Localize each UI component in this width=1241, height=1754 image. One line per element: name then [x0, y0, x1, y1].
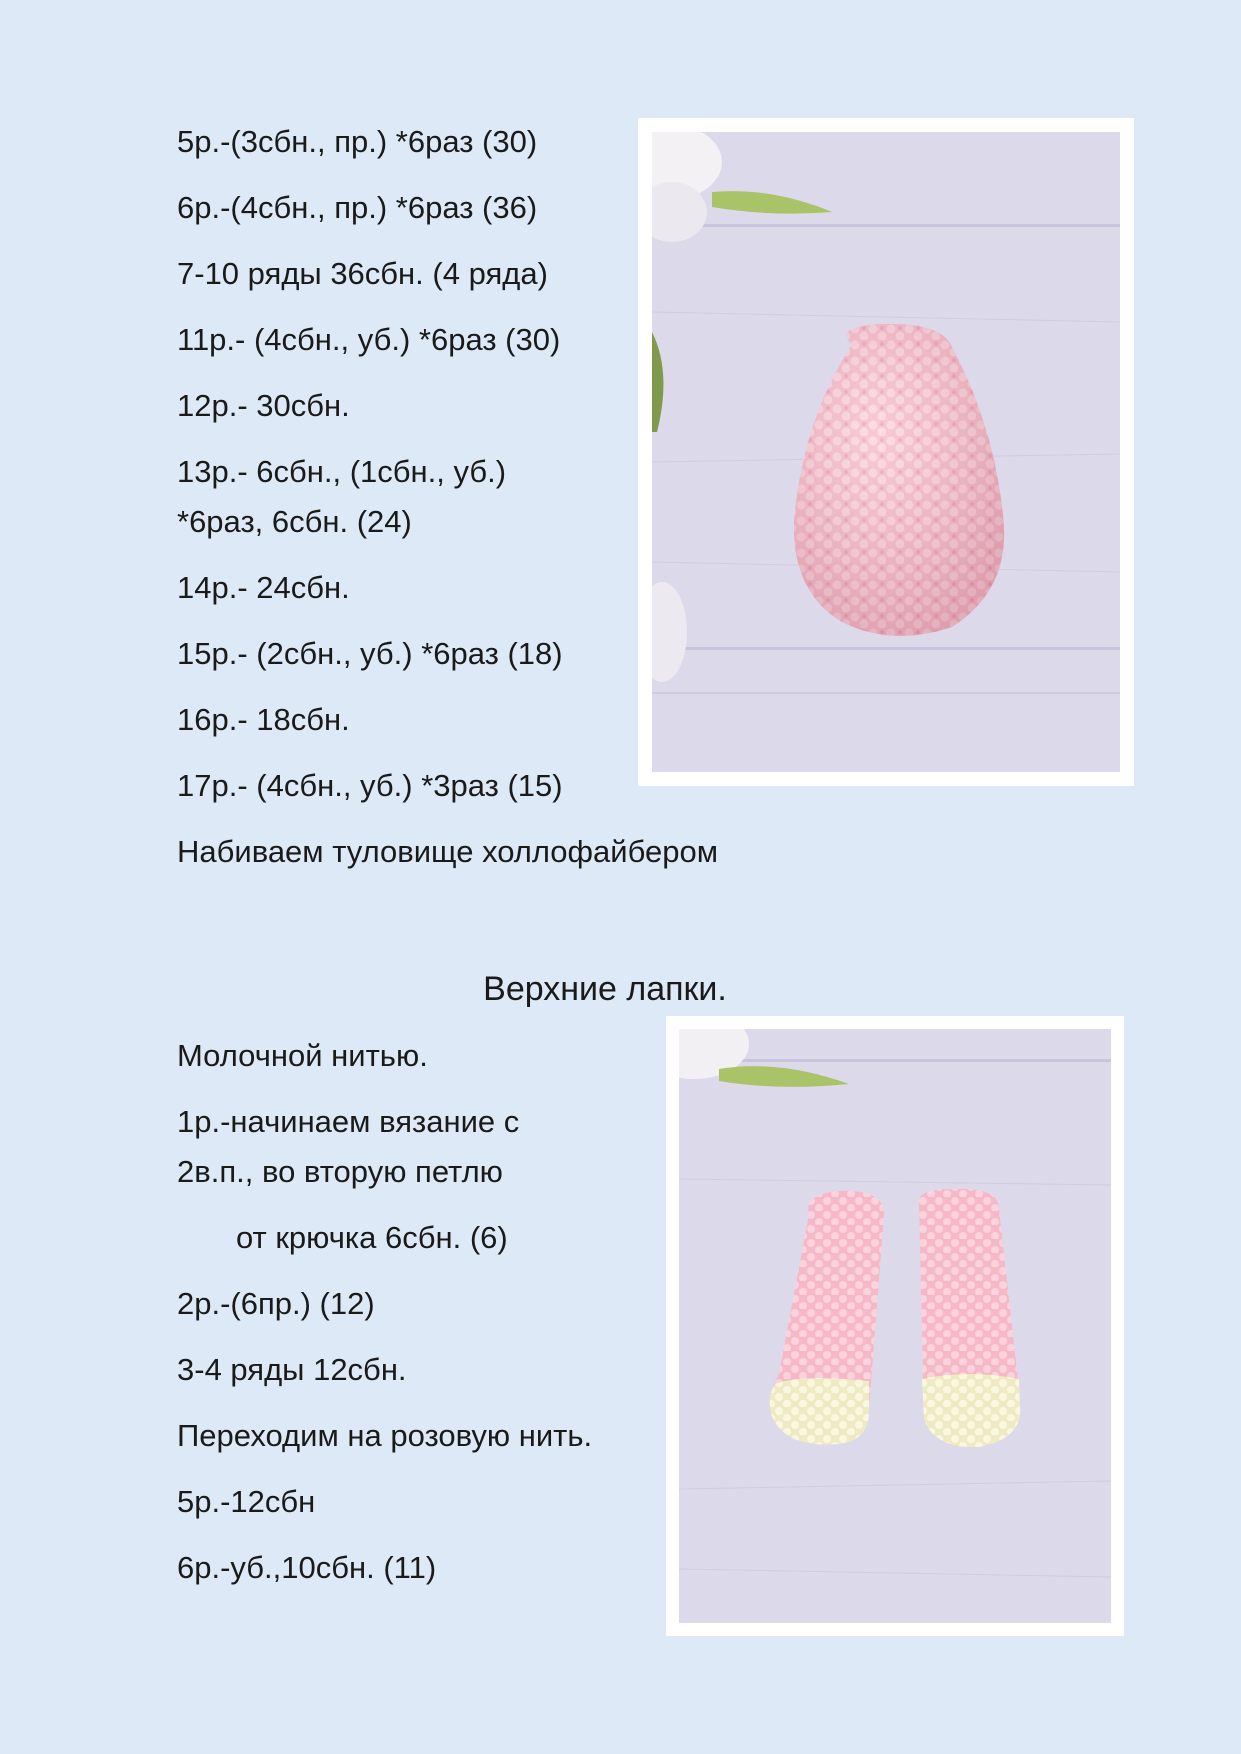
switch-color-text: Переходим на розовую нить. — [177, 1418, 593, 1453]
paw-row-5-text: 5р.-12сбн — [177, 1484, 316, 1519]
row-11-text: 11р.- (4сбн., уб.) *6раз (30) — [177, 322, 561, 357]
rows-7-10-text: 7-10 ряды 36сбн. (4 ряда) — [177, 256, 548, 291]
row-13-continued-text: *6раз, 6сбн. (24) — [177, 504, 412, 539]
paw-row-2-text: 2р.-(6пр.) (12) — [177, 1286, 375, 1321]
paw-row-1-end-text: от крючка 6сбн. (6) — [236, 1220, 508, 1255]
row-16-text: 16р.- 18сбн. — [177, 702, 350, 737]
row-17-text: 17р.- (4сбн., уб.) *3раз (15) — [177, 768, 563, 803]
paw-row-6-text: 6р.-уб.,10сбн. (11) — [177, 1550, 437, 1585]
body-photo-image — [652, 132, 1120, 772]
row-5-text: 5р.-(3сбн., пр.) *6раз (30) — [177, 124, 538, 159]
body-photo — [638, 118, 1134, 786]
paw-row-1-text: 1р.-начинаем вязание с — [177, 1104, 520, 1139]
row-14-text: 14р.- 24сбн. — [177, 570, 350, 605]
section-heading-upper-paws: Верхние лапки. — [483, 970, 727, 1008]
row-6-text: 6р.-(4сбн., пр.) *6раз (36) — [177, 190, 538, 225]
yarn-color-text: Молочной нитью. — [177, 1038, 428, 1073]
paw-row-1-continued-text: 2в.п., во вторую петлю — [177, 1154, 503, 1189]
paws-photo — [666, 1016, 1124, 1636]
row-12-text: 12р.- 30сбн. — [177, 388, 350, 423]
row-13-text: 13р.- 6сбн., (1сбн., уб.) — [177, 454, 507, 489]
paws-photo-image — [679, 1029, 1111, 1623]
row-15-text: 15р.- (2сбн., уб.) *6раз (18) — [177, 636, 563, 671]
paw-rows-3-4-text: 3-4 ряды 12сбн. — [177, 1352, 407, 1387]
stuffing-instruction-text: Набиваем туловище холлофайбером — [177, 834, 719, 869]
